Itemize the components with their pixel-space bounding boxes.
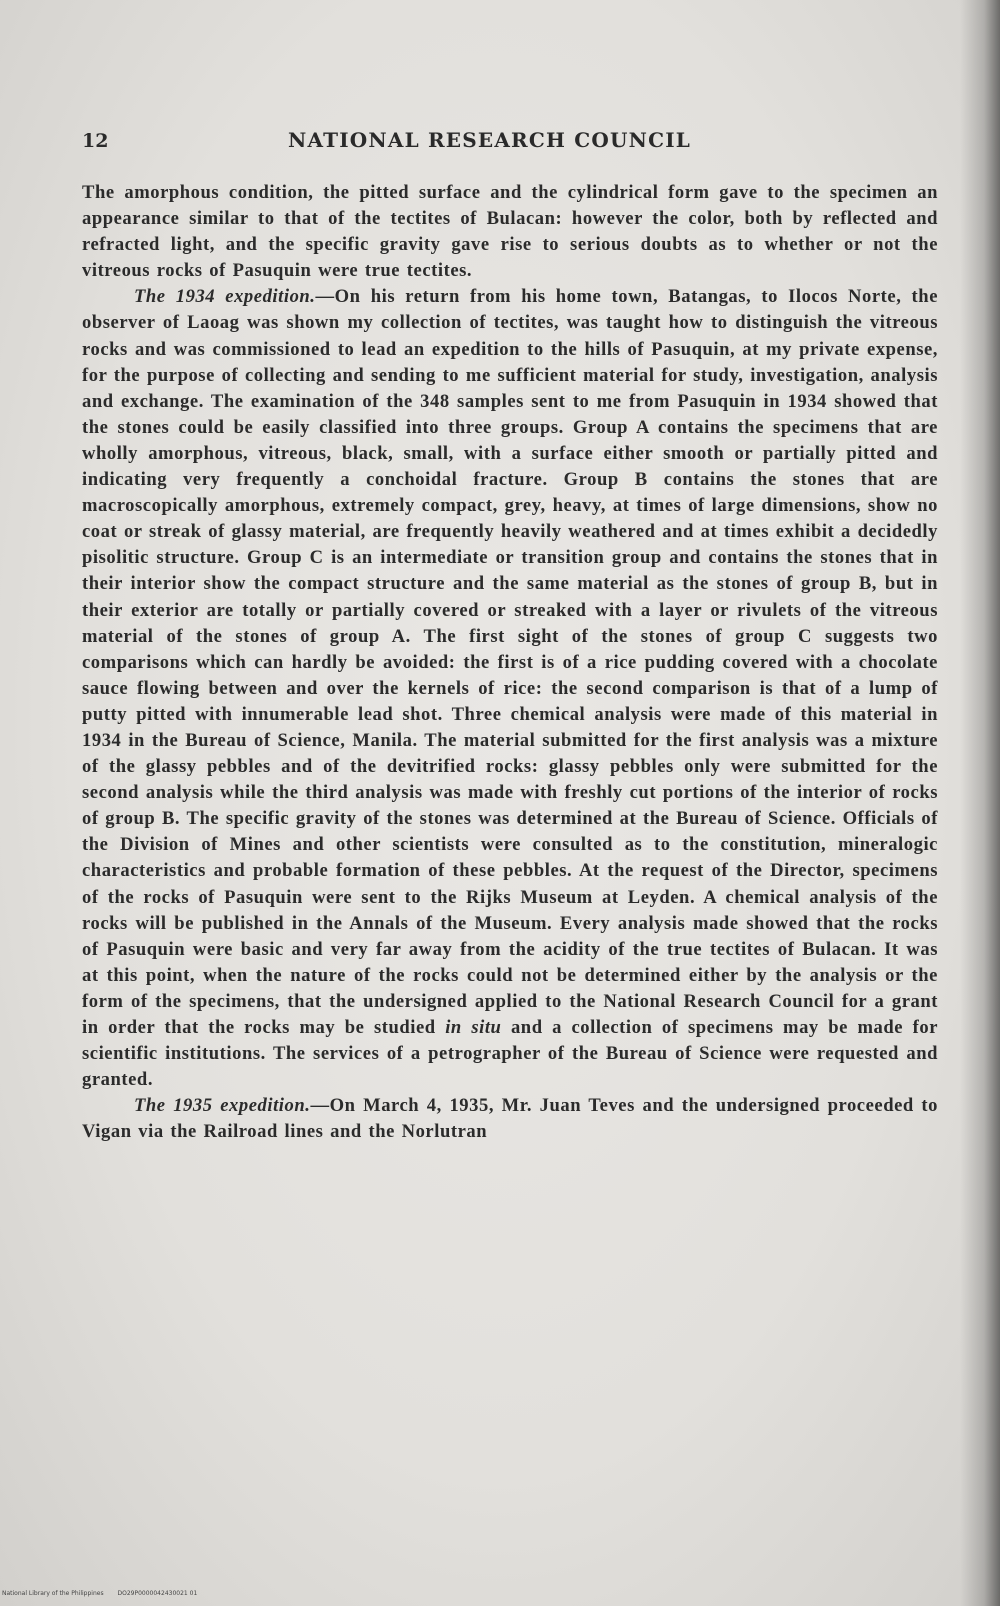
section-run-in-heading-1935: The 1935 expedition. <box>134 1095 311 1117</box>
scan-footer <box>2 1590 197 1597</box>
paragraph-1935-expedition <box>82 1093 938 1145</box>
page-header <box>82 128 942 158</box>
footer-source: National Library of the Philippines <box>2 1590 104 1597</box>
footer-id: DO29P0000042430021 01 <box>117 1590 198 1597</box>
paragraph-3-text: —On March 4, 1935, Mr. Juan Teves and the undersigned proceeded to Vigan via the Railroad lines and the Norlutran <box>82 1095 938 1143</box>
paragraph-1 <box>82 180 938 284</box>
paragraph-1934-expedition <box>82 284 938 1093</box>
section-run-in-heading-1934: The 1934 expedition. <box>134 286 316 308</box>
italic-phrase-in-situ: in situ <box>445 1017 502 1038</box>
paragraph-2-text: —On his return from his home town, Batangas, to Ilocos Norte, the observer of Laoag was shown my collection of tectites, was taught how to distinguish the vitreous rocks and was commissioned to lead an expedition to the hills of Pasuquin, at my private expense, for the purpose of collecting and sending to me sufficient material for study, investigation, analysis and exchange. The examination of the 348 samples sent to me from Pasuquin in 1934 showed that the stones could be easily classified into three groups. Group A contains the specimens that are wholly amorphous, vitreous, black, small, with a surface either smooth or partially pitted and indicating very frequently a conchoidal fracture. Group B contains the stones that are macroscopically amorphous, extremely compact, grey, heavy, at times of large dimensions, show no coat or streak of glassy material, are frequently heavily weathered and at times exhibit a decidedly pisolitic structure. Group C is an intermediate or transition group and contains the stones that in their interior show the compact structure and the same material as the stones of group B, but in their exterior are totally or partially covered or streaked with a layer or rivulets of the vitreous material of the stones of group A. The first sight of the stones of group C suggests two comparisons which can hardly be avoided: the first is of a rice pudding covered with a chocolate sauce flowing between and over the kernels of rice: the second comparison is that of a lump of putty pitted with innumerable lead shot. Three chemical analysis were made of this material in 1934 in the Bureau of Science, Manila. The material submitted for the first analysis was a mixture of the glassy pebbles and of the devitrified rocks: glassy pebbles only were submitted for the second analysis while the third analysis was made with freshly cut portions of the interior of rocks of group B. The specific gravity of the stones was determined at the Bureau of Science. Officials of the Division of Mines and other scientists were consulted as to the constitution, mineralogic characteristics and probable formation of these pebbles. At the request of the Director, specimens of the rocks of Pasuquin were sent to the Rijks Museum at Leyden. A chemical analysis of the rocks will be published in the Annals of the Museum. Every analysis made showed that the rocks of Pasuquin were basic and very far away from the acidity of the true tectites of Bulacan. It was at this point, when the nature of the rocks could not be determined either by the analysis or the form of the specimens, that the undersigned applied to the National Research Council for a grant in order that the rocks may be studied <box>82 286 938 1038</box>
body-text <box>82 180 938 1145</box>
running-head: NATIONAL RESEARCH COUNCIL <box>288 128 692 152</box>
paragraph-1-text: The amorphous condition, the pitted surface and the cylindrical form gave to the specimen an appearance similar to that of the tectites of Bulacan: however the color, both by reflected and refracted light, and the specific gravity gave rise to serious doubts as to whether or not the vitreous rocks of Pasuquin were true tectites. <box>82 182 938 282</box>
paragraph-2-text-end: and a collection of specimens may be made for scientific institutions. The services of a petrographer of the Bureau of Science were requested and granted. <box>82 1017 938 1091</box>
page-edge-shadow <box>960 0 1000 1606</box>
page-number: 12 <box>82 130 109 152</box>
